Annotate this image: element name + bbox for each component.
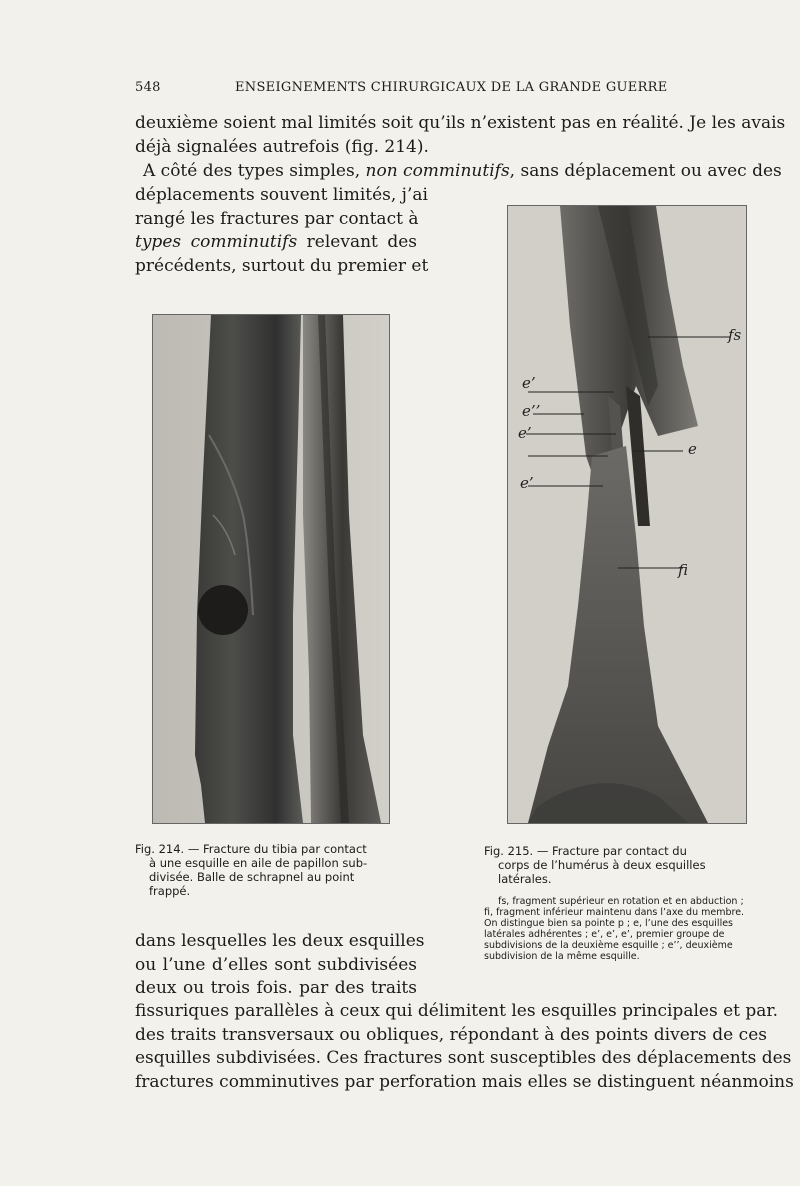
text-run: relevant des — [297, 232, 417, 252]
text-line: déplacements souvent limités, j’ai — [135, 185, 428, 205]
label-e-prime-2: e’ — [518, 424, 532, 442]
paragraph-1 — [135, 112, 786, 159]
text-run-italic: types comminutifs — [135, 232, 298, 252]
label-e-prime-1: e’ — [522, 374, 536, 392]
text-line — [135, 231, 417, 255]
label-fs: fs — [728, 326, 742, 344]
caption-line: à une esquille en aile de papillon sub- — [149, 856, 368, 870]
caption-line: Fig. 214. — Fracture du tibia par contact — [135, 842, 367, 856]
legend-line: latérales adhérentes ; e’, e’, e’, premier groupe de — [484, 929, 725, 940]
legend-line: subdivision de la même esquille. — [484, 951, 640, 962]
text-line — [135, 160, 782, 184]
text-line: deuxième soient mal limités soit qu’ils n’existent pas en réalité. Je les avais — [135, 113, 786, 133]
caption-line: latérales. — [498, 872, 552, 886]
text-line: esquilles subdivisées. Ces fractures sont susceptibles des déplacements des — [135, 1048, 792, 1068]
figure-215-legend — [484, 896, 768, 962]
text-line: fissuriques parallèles à ceux qui délimitent les esquilles principales et par. — [135, 1001, 779, 1021]
running-title: ENSEIGNEMENTS CHIRURGICAUX DE LA GRANDE GUERRE — [235, 80, 668, 95]
label-e-prime-3: e’ — [520, 474, 534, 492]
caption-line: divisée. Balle de schrapnel au point — [149, 870, 355, 884]
text-run: , sans déplacement ou avec des — [509, 161, 782, 181]
paragraph-2-narrow — [135, 184, 429, 278]
figure-214-caption — [135, 842, 418, 898]
label-fi: fi — [678, 561, 689, 579]
text-line: déjà signalées autrefois (fig. 214). — [135, 136, 429, 157]
figure-215-xray — [507, 205, 747, 824]
text-line: rangé les fractures par contact à — [135, 208, 419, 229]
caption-line: corps de l’humérus à deux esquilles — [498, 858, 706, 872]
text-line: ou l’une d’elles sont subdivisées — [135, 954, 417, 975]
paragraph-3-narrow — [135, 930, 425, 1001]
paragraph-2 — [135, 160, 782, 184]
text-line: des traits transversaux ou obliques, répondant à des points divers de ces — [135, 1024, 767, 1045]
tibia-radiograph — [153, 315, 389, 823]
text-line: précédents, surtout du premier et — [135, 255, 429, 276]
legend-line: fi, fragment inférieur maintenu dans l’axe du membre. — [484, 907, 745, 918]
text-run-italic: non comminutifs — [365, 161, 510, 181]
caption-line: Fig. 215. — Fracture par contact du — [484, 844, 687, 858]
page-number: 548 — [135, 80, 161, 95]
text-line: deux ou trois fois. par des traits — [135, 978, 417, 998]
paragraph-3 — [135, 1000, 794, 1094]
humerus-radiograph — [508, 206, 746, 823]
text-run: A côté des types simples, — [143, 161, 366, 181]
label-e-double-prime: e’’ — [522, 402, 541, 420]
legend-line: On distingue bien sa pointe p ; e, l’une des esquilles — [484, 918, 733, 929]
figure-215-caption — [484, 844, 766, 886]
legend-line: subdivisions de la deuxième esquille ; e’’, deuxième — [484, 940, 733, 951]
text-line: dans lesquelles les deux esquilles — [135, 931, 425, 951]
caption-line: frappé. — [149, 884, 191, 898]
running-header — [135, 80, 770, 100]
figure-214-xray — [152, 314, 390, 824]
text-line: fractures comminutives par perforation mais elles se distinguent néanmoins — [135, 1071, 794, 1092]
label-e: e — [688, 440, 697, 458]
legend-line: fs, fragment supérieur en rotation et en abduction ; — [498, 896, 744, 907]
